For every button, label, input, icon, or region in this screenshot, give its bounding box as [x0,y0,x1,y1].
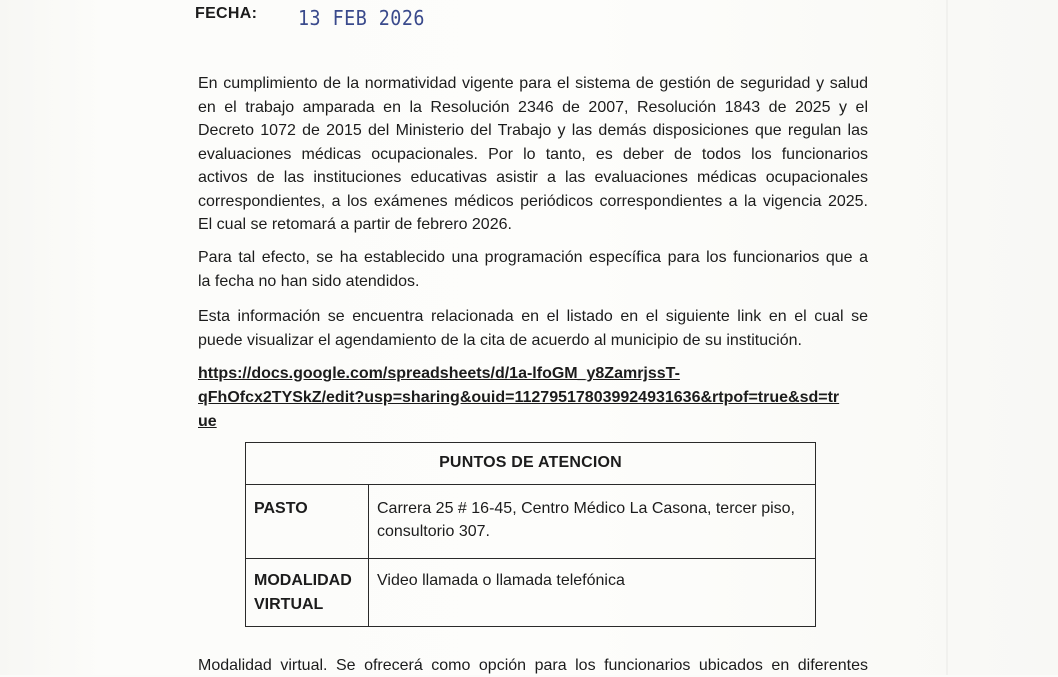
table-cell-location [246,559,369,627]
fecha-label: FECHA: [195,5,258,22]
page-shadow [946,0,948,675]
link-line[interactable]: https://docs.google.com/spreadsheets/d/1a-lfoGM_y8ZamrjssT- [198,365,680,382]
table-row [246,559,816,627]
paragraph-line: En cumplimiento de la normatividad vigente para el sistema de gestión de seguridad y salud [198,75,868,92]
paragraph-line: Decreto 1072 de 2015 del Ministerio del Trabajo y las demás disposiciones que regulan las [198,122,868,139]
paragraph-line: en el trabajo amparada en la Resolución 2346 de 2007, Resolución 1843 de 2025 y el [198,98,868,116]
table-cell-detail [369,485,816,559]
table-row [246,485,816,559]
paragraph-normatividad [198,72,868,237]
puntos-atencion-table [245,442,816,627]
detail-line: Video llamada o llamada telefónica [377,572,625,589]
detail-line: consultorio 307. [377,523,490,540]
paragraph-modalidad-virtual: Modalidad virtual. Se ofrecerá como opción para los funcionarios ubicados en diferentes [198,657,868,674]
paragraph-line: Esta información se encuentra relacionada en el listado en el siguiente link en el cual se [198,308,868,325]
location-label: VIRTUAL [254,596,324,613]
paragraph-line: evaluaciones médicas ocupacionales. Por lo tanto, es deber de todos los funcionarios [198,145,868,163]
paragraph-line: correspondientes, a los exámenes médicos periódicos correspondientes a la vigencia 2025. [198,192,868,210]
paragraph-line: Para tal efecto, se ha establecido una programación específica para los funcionarios que a [198,249,868,266]
table-cell-location [246,485,369,559]
paragraph-informacion [198,305,868,352]
location-label: MODALIDAD [254,572,352,589]
spreadsheet-link[interactable] [198,362,839,434]
link-line[interactable]: qFhOfcx2TYSkZ/edit?usp=sharing&ouid=112795178039924931636&rtpof=true&sd=tr [198,389,840,406]
detail-line: Carrera 25 # 16-45, Centro Médico La Casona, tercer piso, [377,500,795,517]
paragraph-programacion [198,246,868,293]
link-line[interactable]: ue [198,413,217,430]
paragraph-line: activos de las instituciones educativas asistir a las evaluaciones médicas ocupacionales [198,169,868,186]
paragraph-line: la fecha no han sido atendidos. [198,272,420,290]
table-header: PUNTOS DE ATENCION [246,443,816,485]
table-cell-detail [369,559,816,627]
location-label: PASTO [254,500,308,517]
paragraph-line: puede visualizar el agendamiento de la cita de acuerdo al municipio de su institución. [198,331,802,349]
paragraph-line: El cual se retomará a partir de febrero 2026. [198,216,512,233]
date-stamp: 13 FEB 2026 [298,6,425,30]
